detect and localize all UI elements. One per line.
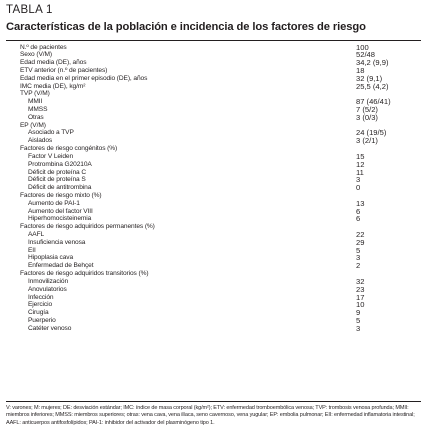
row-value: 18	[356, 65, 365, 75]
row-label: EII	[28, 246, 36, 254]
row-value: 6	[356, 214, 361, 224]
row-label: Déficit de antitrombina	[28, 184, 92, 192]
row-value: 32	[356, 276, 365, 286]
row-label: Asociado a TVP	[28, 129, 74, 137]
table-row	[0, 247, 427, 255]
row-label: Hiperhomocisteinemia	[28, 215, 92, 223]
row-value: 5	[356, 245, 361, 255]
row-label: Edad media en el primer episodio (DE), años	[20, 74, 148, 82]
row-label: Factores de riesgo congénitos (%)	[20, 145, 118, 153]
row-value: 15	[356, 151, 365, 161]
table-row	[0, 176, 427, 184]
row-label: Factores de riesgo adquiridos transitorios (%)	[20, 270, 149, 278]
table-row	[0, 114, 427, 122]
row-label: Otras	[28, 113, 44, 121]
row-label: Sexo (V/M)	[20, 51, 52, 59]
row-value: 5	[356, 315, 361, 325]
row-label: MMSS	[28, 106, 48, 113]
row-value: 52/48	[356, 50, 376, 60]
table-row	[0, 208, 427, 216]
table-row	[0, 301, 427, 309]
row-value: 3	[356, 323, 361, 333]
table-body	[0, 44, 427, 333]
row-value: 32 (9,1)	[356, 73, 383, 83]
table-number: TABLA 1	[6, 4, 53, 16]
row-value: 11	[356, 167, 364, 177]
table-row	[0, 83, 427, 91]
row-label: Ejercicio	[28, 301, 53, 309]
row-value: 3	[356, 175, 361, 185]
row-label: Hipoplasia cava	[28, 254, 74, 262]
row-label: Protrombina G20210A	[28, 160, 92, 168]
top-rule	[6, 40, 421, 41]
row-label: MMII	[28, 98, 43, 106]
table-row	[0, 262, 427, 270]
row-value: 3 (2/1)	[356, 136, 378, 146]
row-value: 17	[356, 292, 365, 302]
row-label: Factores de riesgo mixto (%)	[20, 191, 102, 199]
row-label: Inmovilización	[28, 277, 69, 285]
row-value: 34,2 (9,9)	[356, 58, 389, 68]
row-value: 100	[356, 42, 369, 52]
row-value: 13	[356, 198, 365, 208]
row-label: IMC media (DE), kg/m²	[20, 82, 86, 90]
row-label: Insuficiencia venosa	[28, 238, 86, 246]
row-value: 87 (46/41)	[356, 97, 391, 107]
row-label: Puerperio	[28, 316, 56, 324]
row-label: N.º de pacientes	[20, 43, 67, 51]
row-label: Infección	[28, 293, 54, 301]
row-value: 23	[356, 284, 365, 294]
row-value: 25,5 (4,2)	[356, 81, 389, 91]
table-footnote: V: varones; M: mujeres; DE: desviación estándar; IMC: índice de masa corporal (kg/m²); ETV: enfermedad tromboembólica venosa; TVP: trombosis venosa profunda; MMII: miembros inferiores; MMSS: miembros superiores; otras: vena cava, vena ilíaca, seno cavernoso, vena yugular; EP: embolia pulmonar; EII: enfermedad inflamatoria intestinal; AAFL: anticuerpos antifosfolípidos; PAI-1: inhibidor del activador del plasminógeno tipo 1.	[6, 405, 415, 426]
table-title: Características de la población e incidencia de los factores de riesgo	[6, 21, 366, 33]
table-row	[0, 169, 427, 177]
table-row	[0, 254, 427, 262]
row-label: AAFL	[28, 231, 45, 238]
table-row	[0, 239, 427, 247]
table-row	[0, 137, 427, 145]
row-value: 7 (5/2)	[356, 105, 378, 114]
row-value: 12	[356, 159, 365, 169]
row-label: Cirugía	[28, 309, 49, 317]
row-label: EP (V/M)	[20, 121, 46, 129]
row-label: Aumento del factor VIII	[28, 207, 93, 215]
row-label: Déficit de proteína C	[28, 168, 87, 176]
row-value: 3	[356, 253, 361, 263]
table-row	[0, 184, 427, 192]
row-label: Enfermedad de Behçet	[28, 262, 94, 270]
row-value: 9	[356, 308, 361, 318]
table-row	[0, 215, 427, 223]
row-label: Factor V Leiden	[28, 152, 74, 160]
row-value: 24 (19/5)	[356, 128, 387, 138]
row-label: Anovulatorios	[28, 285, 67, 293]
row-value: 0	[356, 183, 361, 193]
row-value: 10	[356, 300, 365, 310]
table-row	[0, 309, 427, 317]
row-value: 22	[356, 230, 365, 239]
bottom-rule	[6, 401, 421, 402]
table-row	[0, 200, 427, 208]
row-value: 2	[356, 261, 361, 271]
table-row	[0, 325, 427, 333]
row-label: Déficit de proteína S	[28, 176, 86, 184]
table-row	[0, 317, 427, 325]
row-label: ETV anterior (n.º de pacientes)	[20, 66, 108, 74]
row-label: Aumento de PAI-1	[28, 199, 80, 207]
row-value: 29	[356, 237, 365, 247]
row-label: Edad media (DE), años	[20, 59, 87, 67]
row-label: TVP (V/M)	[20, 90, 50, 98]
row-value: 6	[356, 206, 361, 216]
row-value: 3 (0/3)	[356, 112, 378, 122]
row-label: Factores de riesgo adquiridos permanentes (%)	[20, 223, 155, 231]
row-label: Catéter venoso	[28, 324, 72, 332]
row-label: Aislados	[28, 137, 53, 145]
